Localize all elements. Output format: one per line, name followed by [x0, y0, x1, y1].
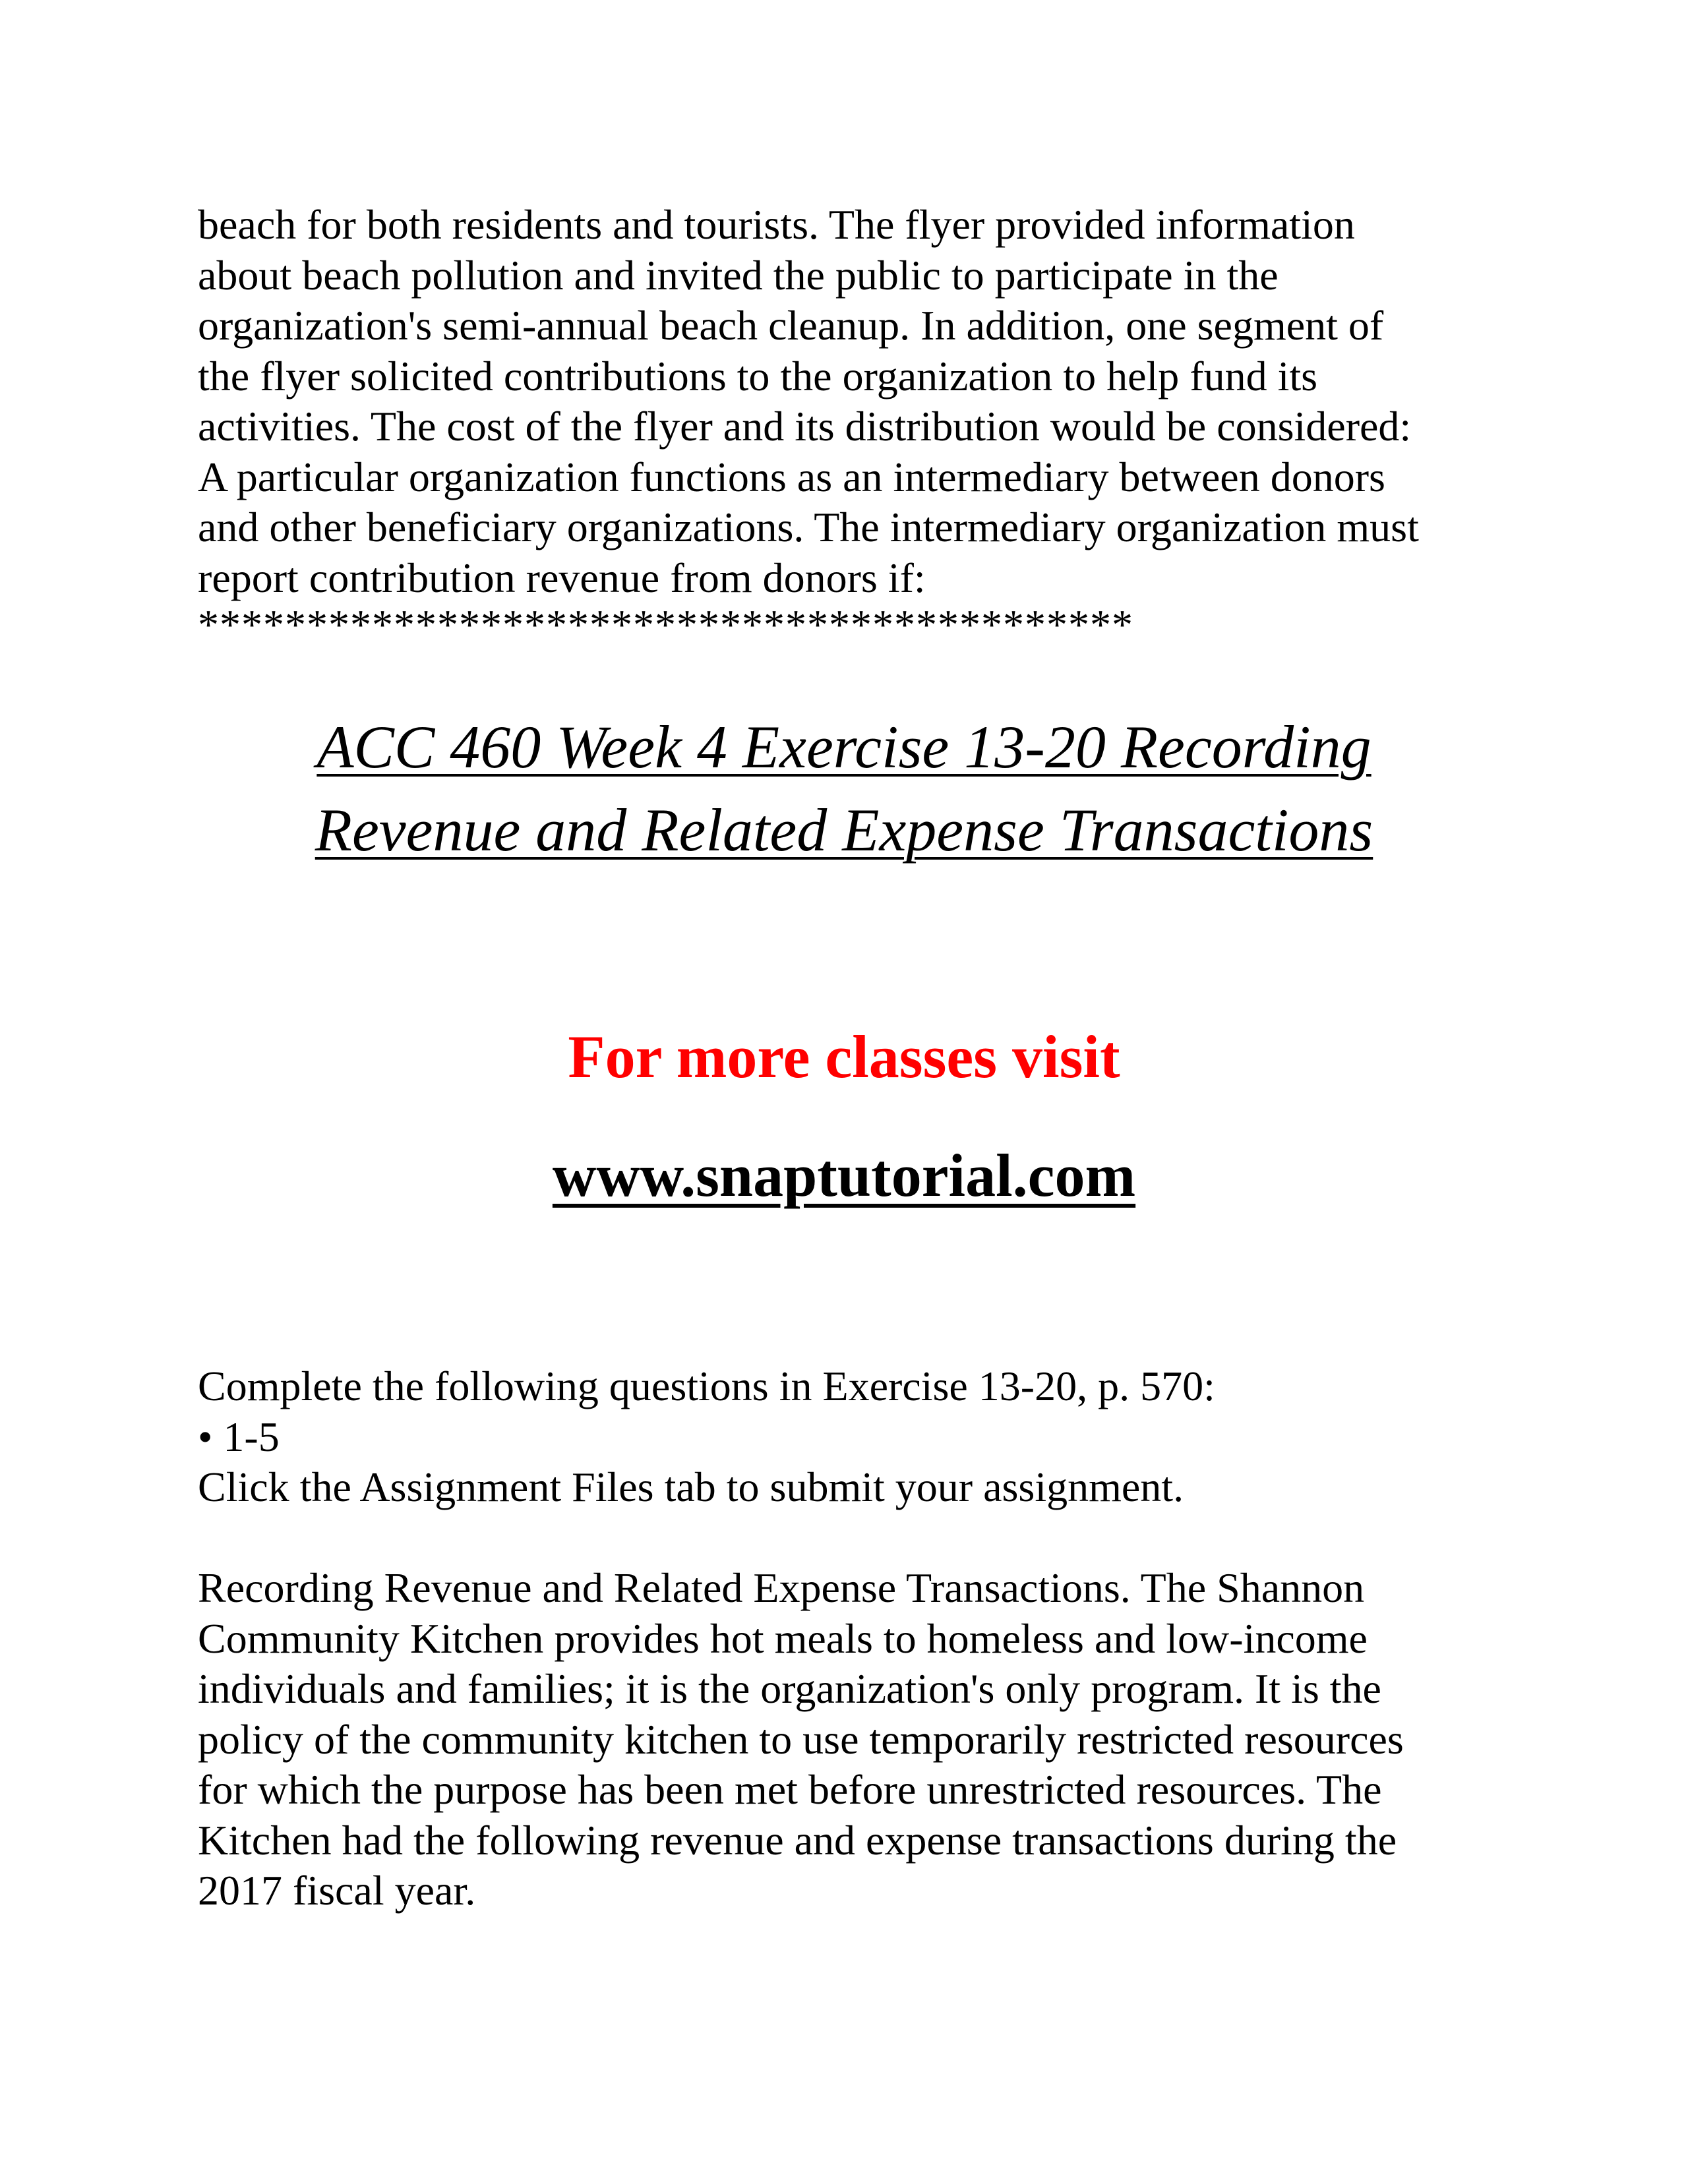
exercise-line: Community Kitchen provides hot meals to homeless and low-income [198, 1614, 1368, 1662]
instructions-paragraph [198, 1361, 1517, 1513]
exercise-line: Recording Revenue and Related Expense Transactions. The Shannon [198, 1564, 1365, 1611]
page-title-line-2 [0, 788, 1688, 871]
intro-line: organization's semi-annual beach cleanup. In addition, one segment of [198, 302, 1384, 349]
intro-line: activities. The cost of the flyer and its distribution would be considered: [198, 403, 1412, 450]
exercise-line: for which the purpose has been met before unrestricted resources. The [198, 1766, 1382, 1813]
asterisk-separator: ******************************************* [198, 601, 1133, 648]
page-title-line-1 [0, 705, 1688, 788]
exercise-line: policy of the community kitchen to use temporarily restricted resources [198, 1715, 1404, 1763]
exercise-line: 2017 fiscal year. [198, 1867, 476, 1914]
snaptutorial-link[interactable]: www.snaptutorial.com [552, 1142, 1136, 1209]
promo-link-container [0, 1139, 1688, 1212]
page-title-text: ACC 460 Week 4 Exercise 13-20 Recording [316, 713, 1372, 781]
intro-line: beach for both residents and tourists. The flyer provided information [198, 201, 1355, 248]
page-title-text: Revenue and Related Expense Transactions [315, 796, 1373, 864]
exercise-line: individuals and families; it is the organization's only program. It is the [198, 1665, 1381, 1712]
instruction-line: Complete the following questions in Exercise 13-20, p. 570: [198, 1363, 1215, 1409]
intro-paragraph [198, 200, 1517, 603]
promo-text: For more classes visit [568, 1023, 1120, 1090]
intro-line: A particular organization functions as an intermediary between donors [198, 453, 1385, 500]
exercise-paragraph [198, 1563, 1517, 1916]
exercise-line: Kitchen had the following revenue and expense transactions during the [198, 1816, 1397, 1864]
intro-line: about beach pollution and invited the public to participate in the [198, 251, 1279, 299]
intro-line: the flyer solicited contributions to the organization to help fund its [198, 352, 1318, 399]
intro-line: report contribution revenue from donors if: [198, 554, 926, 601]
bullet-item: • 1-5 [198, 1413, 280, 1460]
intro-line: and other beneficiary organizations. The intermediary organization must [198, 504, 1419, 550]
instruction-line: Click the Assignment Files tab to submit your assignment. [198, 1463, 1184, 1510]
